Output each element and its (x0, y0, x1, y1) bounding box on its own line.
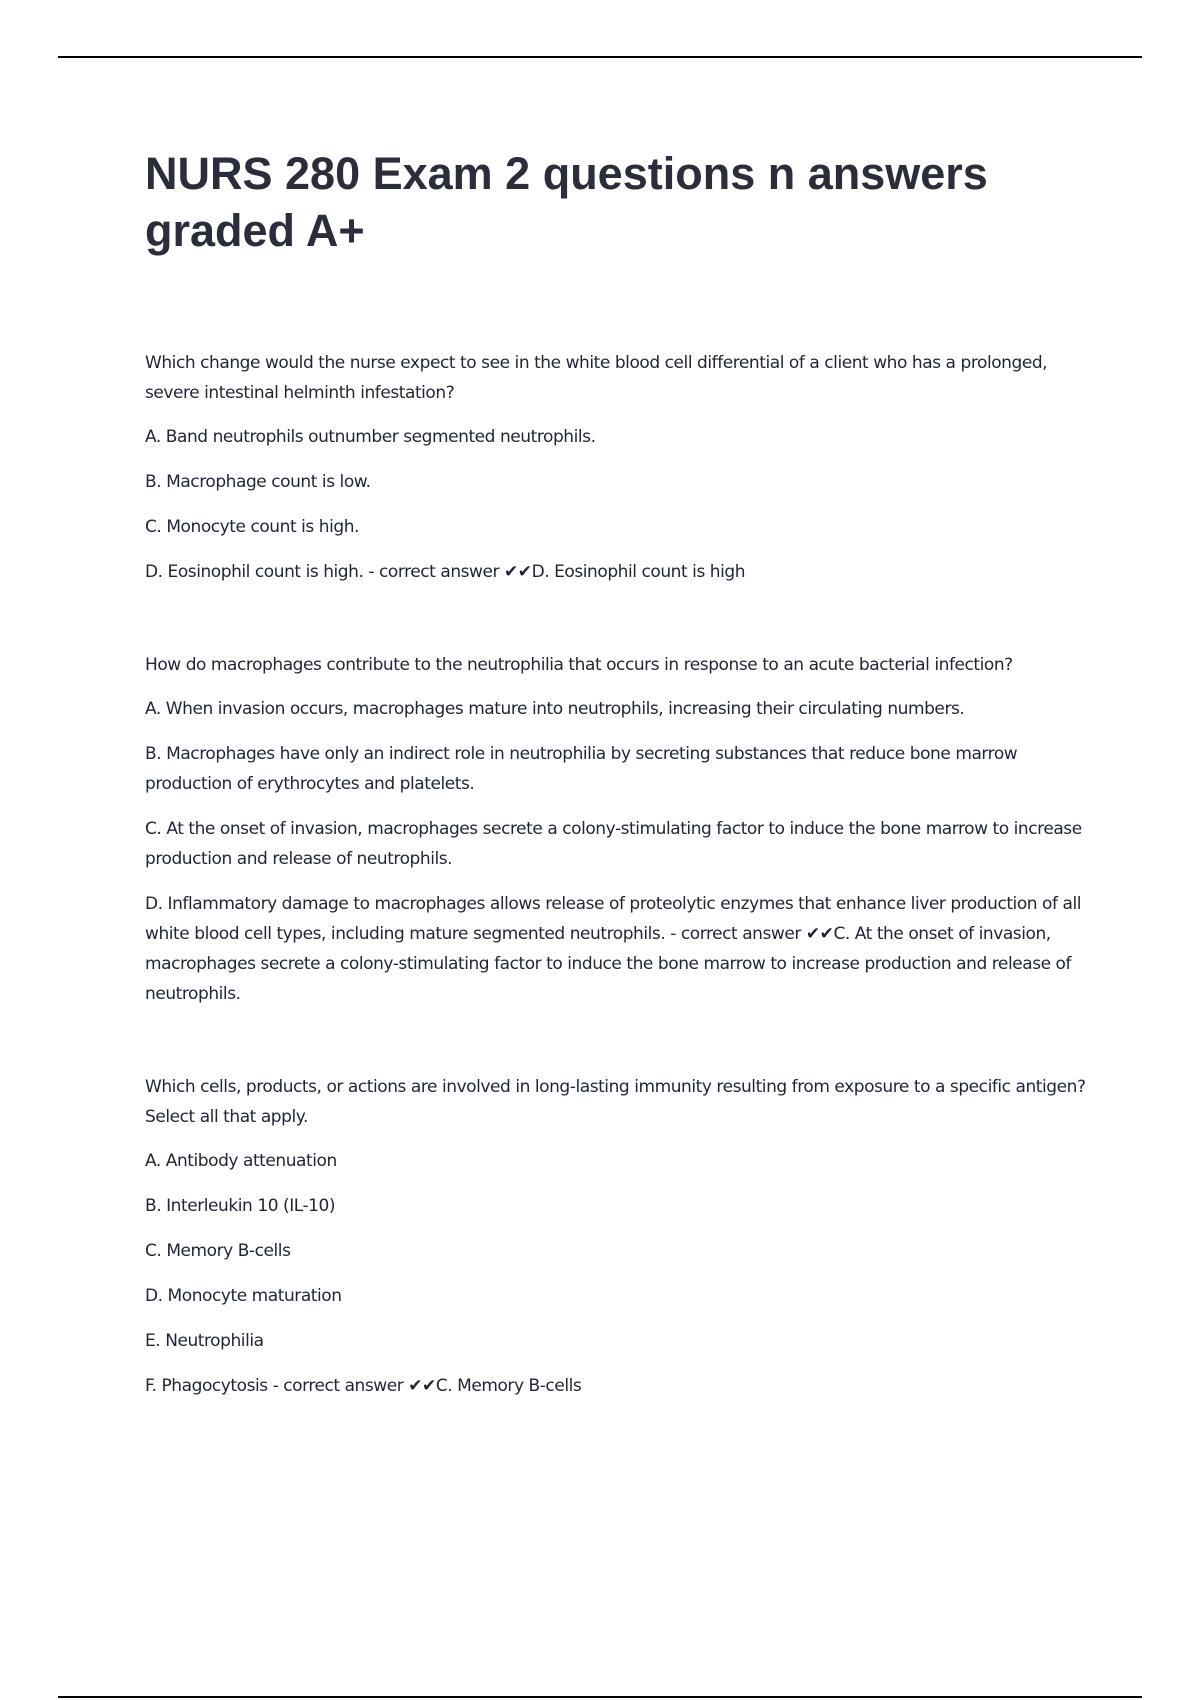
answer-option: B. Interleukin 10 (IL-10) (145, 1196, 336, 1216)
question-block-1 (145, 348, 1095, 587)
bottom-divider (58, 1696, 1142, 1698)
question-text: Which change would the nurse expect to see in the white blood cell differential of a client who has a prolonged, severe intestinal helminth infestation? (145, 353, 1048, 403)
answer-option: C. Monocyte count is high. (145, 517, 359, 537)
answer-option-with-correct-answer: F. Phagocytosis - correct answer ✔✔C. Memory B-cells (145, 1376, 582, 1396)
answer-option: C. Memory B-cells (145, 1241, 291, 1261)
answer-option: D. Monocyte maturation (145, 1286, 342, 1306)
question-block-2 (145, 650, 1095, 1009)
answer-option: A. When invasion occurs, macrophages mature into neutrophils, increasing their circulating numbers. (145, 699, 965, 719)
page-title: NURS 280 Exam 2 questions n answers graded A+ (145, 148, 988, 256)
answer-option: C. At the onset of invasion, macrophages secrete a colony-stimulating factor to induce the bone marrow to increase production and release of neutrophils. (145, 819, 1082, 869)
question-text: Which cells, products, or actions are involved in long-lasting immunity resulting from exposure to a specific antigen? Select all that apply. (145, 1077, 1086, 1127)
answer-option: B. Macrophages have only an indirect role in neutrophilia by secreting substances that reduce bone marrow production of erythrocytes and platelets. (145, 744, 1018, 794)
answer-option-with-correct-answer: D. Inflammatory damage to macrophages allows release of proteolytic enzymes that enhance liver production of all white blood cell types, including mature segmented neutrophils. - correct answer ✔✔C. At the onset of invasion, macrophages secrete a colony-stimulating factor to induce the bone marrow to increase production and release of neutrophils. (145, 894, 1082, 1004)
answer-option: B. Macrophage count is low. (145, 472, 371, 492)
answer-option: A. Band neutrophils outnumber segmented neutrophils. (145, 427, 596, 447)
top-divider (58, 56, 1142, 58)
answer-option: E. Neutrophilia (145, 1331, 264, 1351)
question-text: How do macrophages contribute to the neutrophilia that occurs in response to an acute bacterial infection? (145, 655, 1013, 675)
document-body (145, 348, 1095, 1464)
answer-option-with-correct-answer: D. Eosinophil count is high. - correct answer ✔✔D. Eosinophil count is high (145, 562, 746, 582)
answer-option: A. Antibody attenuation (145, 1151, 337, 1171)
question-block-3 (145, 1072, 1095, 1401)
